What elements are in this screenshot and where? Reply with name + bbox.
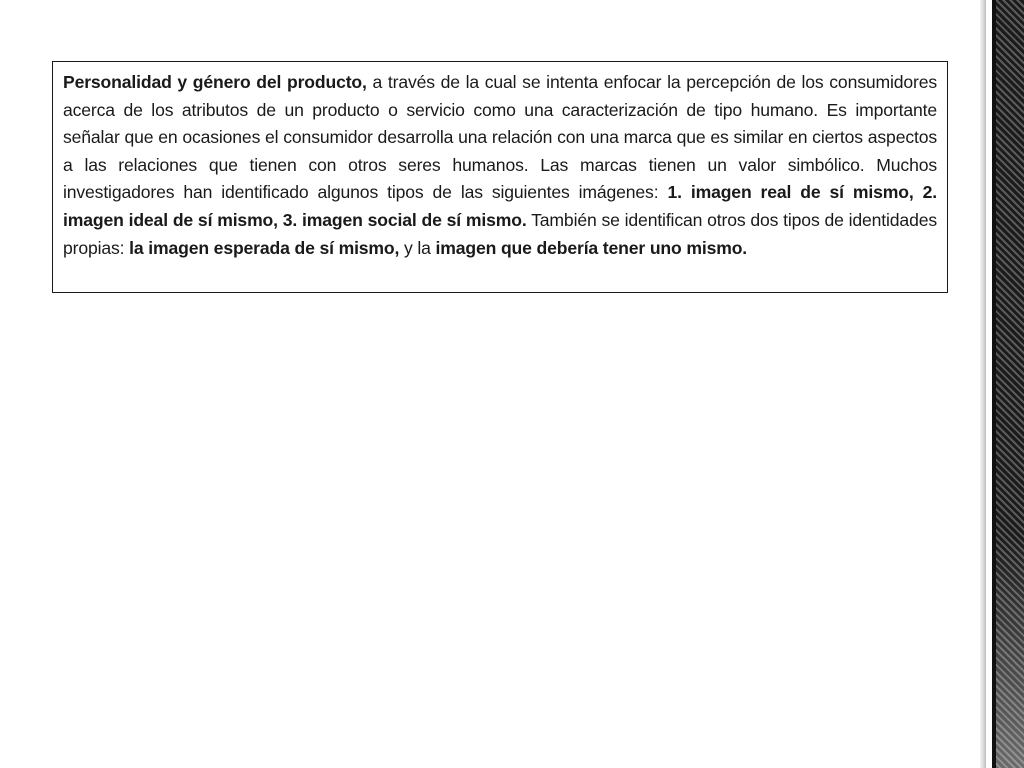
- side-divider: [980, 0, 986, 768]
- lead-bold-text: Personalidad y género del producto,: [63, 72, 367, 92]
- body-text-1: a través de la cual se intenta enfocar la percepción de los consumidores acerca de los atributos de un producto o servicio como una caracterización de tipo humano. Es importante señalar que en ocasiones el consumidor desarrolla una relación con una marca que es similar en ciertos aspectos a las relaciones que tienen con otros seres humanos. Las marcas tienen un valor simbólico. Muchos investigadores han identificado algunos tipos de las siguientes imágenes:: [63, 72, 938, 203]
- expected-image-bold-text: la imagen esperada de sí mismo,: [129, 237, 400, 258]
- text-box: [52, 61, 948, 293]
- image-types-bold-text: 1. imagen real de sí mismo, 2. imagen ideal de sí mismo, 3. imagen social de sí mismo.: [63, 182, 937, 230]
- body-text-2: También se identifican otros dos tipos de identidades propias:: [63, 209, 937, 258]
- body-text-3: y la: [399, 237, 436, 258]
- side-strip-edge: [992, 0, 996, 768]
- body-paragraph: [63, 69, 937, 262]
- decorative-side-strip: [992, 0, 1024, 768]
- should-image-bold-text: imagen que debería tener uno mismo.: [435, 237, 748, 258]
